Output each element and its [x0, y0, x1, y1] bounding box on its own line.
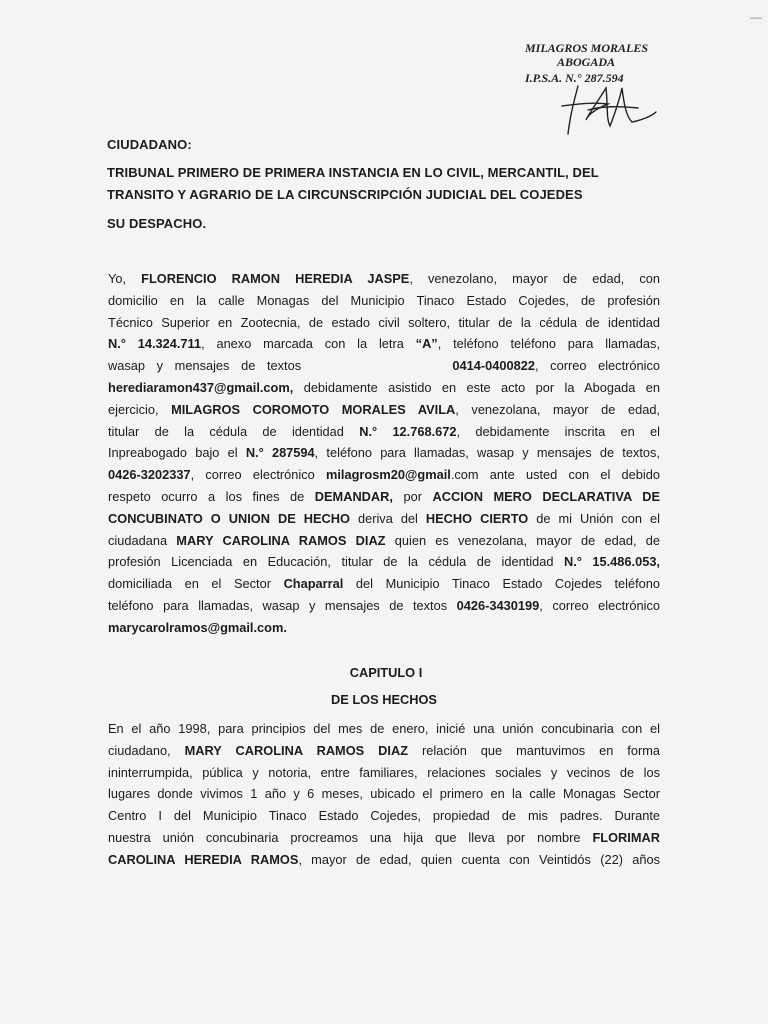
facts-line: ciudadano, MARY CAROLINA RAMOS DIAZ relación que mantuvimos en forma	[108, 742, 661, 758]
intro-line: domiciliada en el Sector Chaparral del Municipio Tinaco Estado Cojedes teléfono	[108, 576, 661, 592]
intro-line: wasap y mensajes de textos 0414-0400822, correo electrónico	[108, 358, 660, 374]
intro-line: CONCUBINATO O UNION DE HECHO deriva del HECHO CIERTO de mi Unión con el	[108, 510, 660, 526]
intro-line: domicilio en la calle Monagas del Municipio Tinaco Estado Cojedes, de profesión	[108, 292, 660, 308]
office-line: SU DESPACHO.	[107, 216, 207, 231]
stamp-name: MILAGROS MORALES	[525, 41, 649, 55]
intro-line: Técnico Superior en Zootecnia, de estado civil soltero, titular de la cédula de identidad	[108, 314, 660, 330]
facts-line: lugares donde vivimos 1 año y 6 meses, ubicado el primero en la calle Monagas Sector	[108, 786, 660, 802]
intro-line: respeto ocurro a los fines de DEMANDAR, por ACCION MERO DECLARATIVA DE	[108, 488, 660, 504]
intro-line: 0426-3202337, correo electrónico milagrosm20@gmail.com ante usted con el debido	[108, 467, 660, 483]
court-line-1: TRIBUNAL PRIMERO DE PRIMERA INSTANCIA EN LO CIVIL, MERCANTIL, DEL	[107, 165, 599, 180]
intro-line: profesión Licenciada en Educación, titular de la cédula de identidad N.° 15.486.053,	[108, 554, 660, 570]
signature-scribble	[548, 76, 658, 136]
intro-line: Yo, FLORENCIO RAMON HEREDIA JASPE, venezolano, mayor de edad, con	[108, 271, 660, 286]
intro-line: ejercicio, MILAGROS COROMOTO MORALES AVILA, venezolana, mayor de edad,	[108, 401, 660, 417]
intro-line: N.° 14.324.711, anexo marcada con la letra “A”, teléfono teléfono para llamadas,	[108, 336, 660, 352]
facts-line: En el año 1998, para principios del mes de enero, inicié una unión concubinaria con el	[108, 721, 660, 736]
chapter-number: CAPITULO I	[349, 665, 423, 680]
stamp-title: ABOGADA	[557, 55, 616, 69]
facts-line: CAROLINA HEREDIA RAMOS, mayor de edad, quien cuenta con Veintidós (22) años	[108, 851, 660, 867]
court-line-2: TRANSITO Y AGRARIO DE LA CIRCUNSCRIPCIÓN JUDICIAL DEL COJEDES	[107, 187, 583, 202]
facts-line: ininterrumpida, pública y notoria, entre familiares, relaciones sociales y vecinos de los	[108, 764, 660, 780]
stamp-ipsa: I.P.S.A. N.° 287.594	[525, 71, 624, 85]
intro-line: Inpreabogado bajo el N.° 287594, teléfono para llamadas, wasap y mensajes de textos,	[108, 445, 660, 461]
corner-mark: —	[750, 10, 762, 24]
chapter-title: DE LOS HECHOS	[331, 692, 437, 707]
intro-line: titular de la cédula de identidad N.° 12.768.672, debidamente inscrita en el	[108, 423, 660, 439]
salutation: CIUDADANO:	[107, 137, 192, 152]
facts-line: nuestra unión concubinaria procreamos una hija que lleva por nombre FLORIMAR	[108, 829, 660, 845]
intro-line: herediaramon437@gmail.com, debidamente asistido en este acto por la Abogada en	[108, 379, 660, 395]
facts-line: Centro I del Municipio Tinaco Estado Cojedes, propiedad de mis padres. Durante	[108, 808, 660, 824]
intro-line: marycarolramos@gmail.com.	[108, 619, 287, 635]
intro-line: ciudadana MARY CAROLINA RAMOS DIAZ quien es venezolana, mayor de edad, de	[108, 532, 661, 548]
intro-line: teléfono para llamadas, wasap y mensajes de textos 0426-3430199, correo electrónico	[108, 597, 660, 613]
intro-paragraph	[108, 268, 660, 639]
facts-paragraph	[108, 718, 660, 871]
